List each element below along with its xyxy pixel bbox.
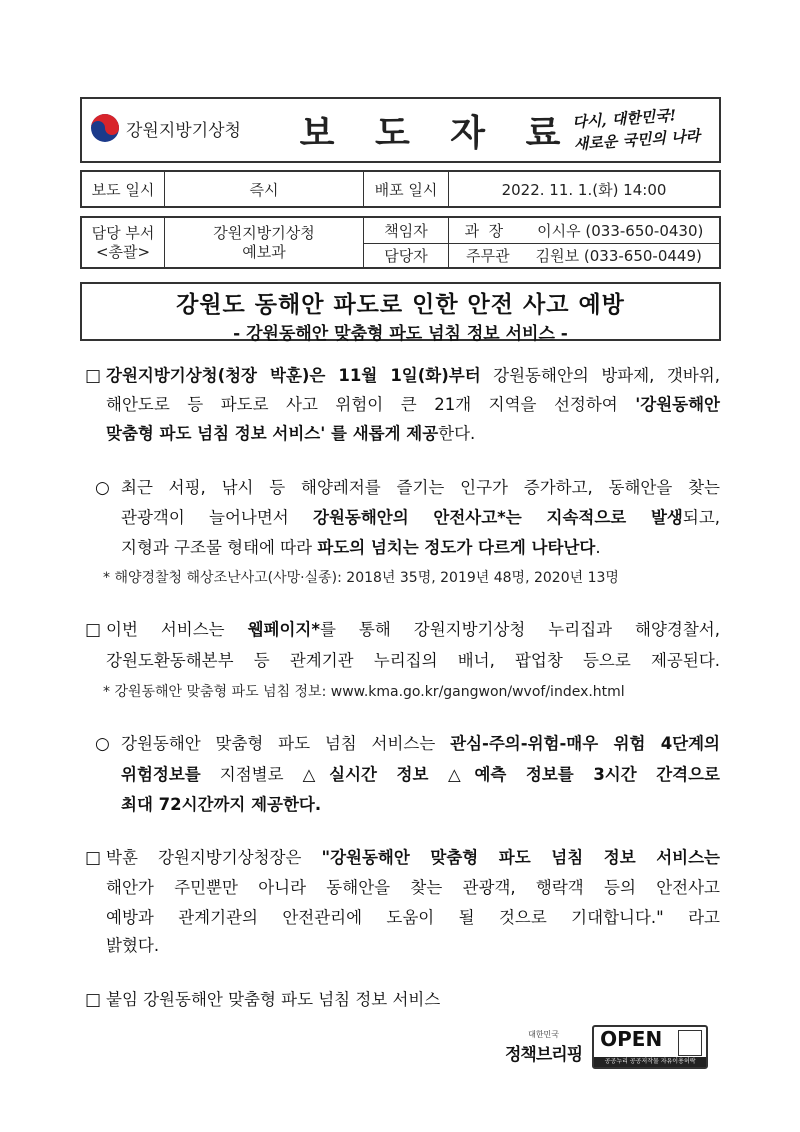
square-bullet-icon: □ xyxy=(85,990,102,1010)
dept-value-2: 예보과 xyxy=(242,242,286,261)
text-segment: 해안도로 등 파도로 사고 위험이 큰 21개 지역을 선정하여 xyxy=(106,395,636,414)
text-segment: '강원동해안 xyxy=(635,395,720,414)
slogan xyxy=(571,103,700,156)
circle-bullet-icon: ○ xyxy=(95,478,110,498)
paragraph-line xyxy=(121,476,720,500)
agency-name: 강원지방기상청 xyxy=(126,120,241,141)
paragraph-line xyxy=(121,763,720,787)
footnote: * 강원동해안 맞춤형 파도 넘침 정보: www.kma.go.kr/gangwon/wvof/index.html xyxy=(103,684,625,700)
open-bar-text: 공공누리 공공저작물 자유이용허락 xyxy=(594,1057,706,1067)
text-segment: 박훈 강원지방기상청장은 xyxy=(106,848,322,867)
slogan-line-2: 새로운 국민의 나라 xyxy=(572,126,701,154)
distribution-label: 배포 일시 xyxy=(364,171,449,207)
text-segment: "강원동해안 맞춤형 파도 넘침 정보 서비스는 xyxy=(321,848,720,867)
open-word: OPEN xyxy=(600,1027,663,1051)
text-segment: 위험정보를 xyxy=(121,765,201,784)
text-segment: 강원지방기상청(청장 박훈)은 11월 1일(화)부터 xyxy=(106,366,481,385)
paragraph-line xyxy=(106,934,720,958)
paragraph-line xyxy=(106,649,720,673)
text-segment: 붙임 강원동해안 맞춤형 파도 넘침 정보 서비스 xyxy=(106,990,441,1009)
brief-big-text: 정책브리핑 xyxy=(505,1045,583,1065)
circle-bullet-icon: ○ xyxy=(95,734,110,754)
square-bullet-icon: □ xyxy=(85,620,102,640)
paragraph-line xyxy=(106,988,720,1012)
release-info-table xyxy=(80,170,721,208)
contact-table xyxy=(80,216,721,269)
text-segment: 최대 72시간까지 제공한다. xyxy=(121,795,322,814)
brief-small-text: 대한민국 xyxy=(528,1030,560,1039)
text-segment: 이번 서비스는 xyxy=(106,620,248,639)
headline-box xyxy=(80,282,721,344)
text-segment: . xyxy=(595,538,601,557)
text-segment: 강원도환동해본부 등 관계기관 누리집의 배너, 팝업창 등으로 제공된다. xyxy=(106,651,720,670)
paragraph-line xyxy=(121,793,720,817)
paragraph-line xyxy=(121,506,720,530)
policy-briefing-logo xyxy=(505,1029,582,1065)
text-segment: 해안가 주민뿐만 아니라 동해안을 찾는 관광객, 행락객 등의 안전사고 xyxy=(106,878,720,897)
square-bullet-icon: □ xyxy=(85,366,102,386)
dept-value-1: 강원지방기상청 xyxy=(213,223,315,242)
taegeuk-icon xyxy=(90,113,120,143)
paragraph-line xyxy=(121,536,720,560)
text-segment: 강원동해안 맞춤형 파도 넘침 서비스는 xyxy=(121,734,451,753)
responsible-title: 과 장 xyxy=(464,221,504,240)
agency-logo xyxy=(90,113,241,143)
text-segment: 강원동해안의 안전사고*는 지속적으로 발생 xyxy=(313,508,683,527)
text-segment: 맞춤형 파도 넘침 정보 서비스' 를 새롭게 제공 xyxy=(106,424,439,443)
paragraph-line xyxy=(106,906,720,930)
responsible-cell xyxy=(449,217,721,243)
text-segment: 최근 서핑, 낚시 등 해양레저를 즐기는 인구가 증가하고, 동해안을 찾는 xyxy=(121,478,720,497)
headline-title: 강원도 동해안 파도로 인한 안전 사고 예방 xyxy=(176,292,625,318)
text-segment: 밝혔다. xyxy=(106,936,160,955)
text-segment: 한다. xyxy=(438,424,476,443)
dept-sub: <총괄> xyxy=(95,242,151,261)
dept-value-cell xyxy=(165,217,364,268)
contact-name: 김원보 (033-650-0449) xyxy=(535,246,702,265)
text-segment: 되고, xyxy=(682,508,720,527)
paragraph-line xyxy=(106,618,720,642)
text-segment: 관광객이 늘어나면서 xyxy=(121,508,314,527)
release-value: 즉시 xyxy=(165,171,364,207)
paragraph-line xyxy=(106,422,720,446)
text-segment: 지점별로 xyxy=(200,765,303,784)
responsible-label: 책임자 xyxy=(364,217,449,243)
open-license-badge xyxy=(592,1025,708,1069)
dept-label-cell xyxy=(81,217,165,268)
paragraph-line xyxy=(121,732,720,756)
text-segment: 를 통해 강원지방기상청 누리집과 해양경찰서, xyxy=(319,620,720,639)
paragraph-line xyxy=(106,846,720,870)
text-segment: 강원동해안의 방파제, 갯바위, xyxy=(480,366,720,385)
text-segment: △실시간 정보 △예측 정보를 3시간 간격으로 xyxy=(302,765,720,784)
person-icon xyxy=(678,1030,702,1056)
dept-label: 담당 부서 xyxy=(91,223,155,242)
footer-logos xyxy=(505,1025,708,1069)
distribution-value: 2022. 11. 1.(화) 14:00 xyxy=(449,171,721,207)
header-box xyxy=(80,97,721,163)
text-segment: 웹페이지* xyxy=(247,620,320,639)
slogan-line-1: 다시, 대한민국! xyxy=(571,106,677,132)
headline-subtitle: - 강원동해안 맞춤형 파도 넘침 정보 서비스 - xyxy=(233,324,568,344)
paragraph-line xyxy=(106,876,720,900)
contact-label: 담당자 xyxy=(364,243,449,268)
text-segment: 예방과 관계기관의 안전관리에 도움이 될 것으로 기대합니다." 라고 xyxy=(106,908,720,927)
paragraph-line xyxy=(106,364,720,388)
document-type-title: 보 도 자 료 xyxy=(299,113,575,154)
release-label: 보도 일시 xyxy=(81,171,165,207)
responsible-name: 이시우 (033-650-0430) xyxy=(537,221,704,240)
square-bullet-icon: □ xyxy=(85,848,102,868)
text-segment: 파도의 넘치는 정도가 다르게 나타난다 xyxy=(317,538,596,557)
contact-title: 주무관 xyxy=(466,246,510,265)
footnote: * 해양경찰청 해상조난사고(사망·실종): 2018년 35명, 2019년 48명, 2020년 13명 xyxy=(103,570,619,586)
contact-cell xyxy=(449,243,721,268)
paragraph-line xyxy=(106,393,720,417)
text-segment: 관심-주의-위험-매우 위험 4단계의 xyxy=(450,734,720,753)
text-segment: 지형과 구조물 형태에 따라 xyxy=(121,538,318,557)
